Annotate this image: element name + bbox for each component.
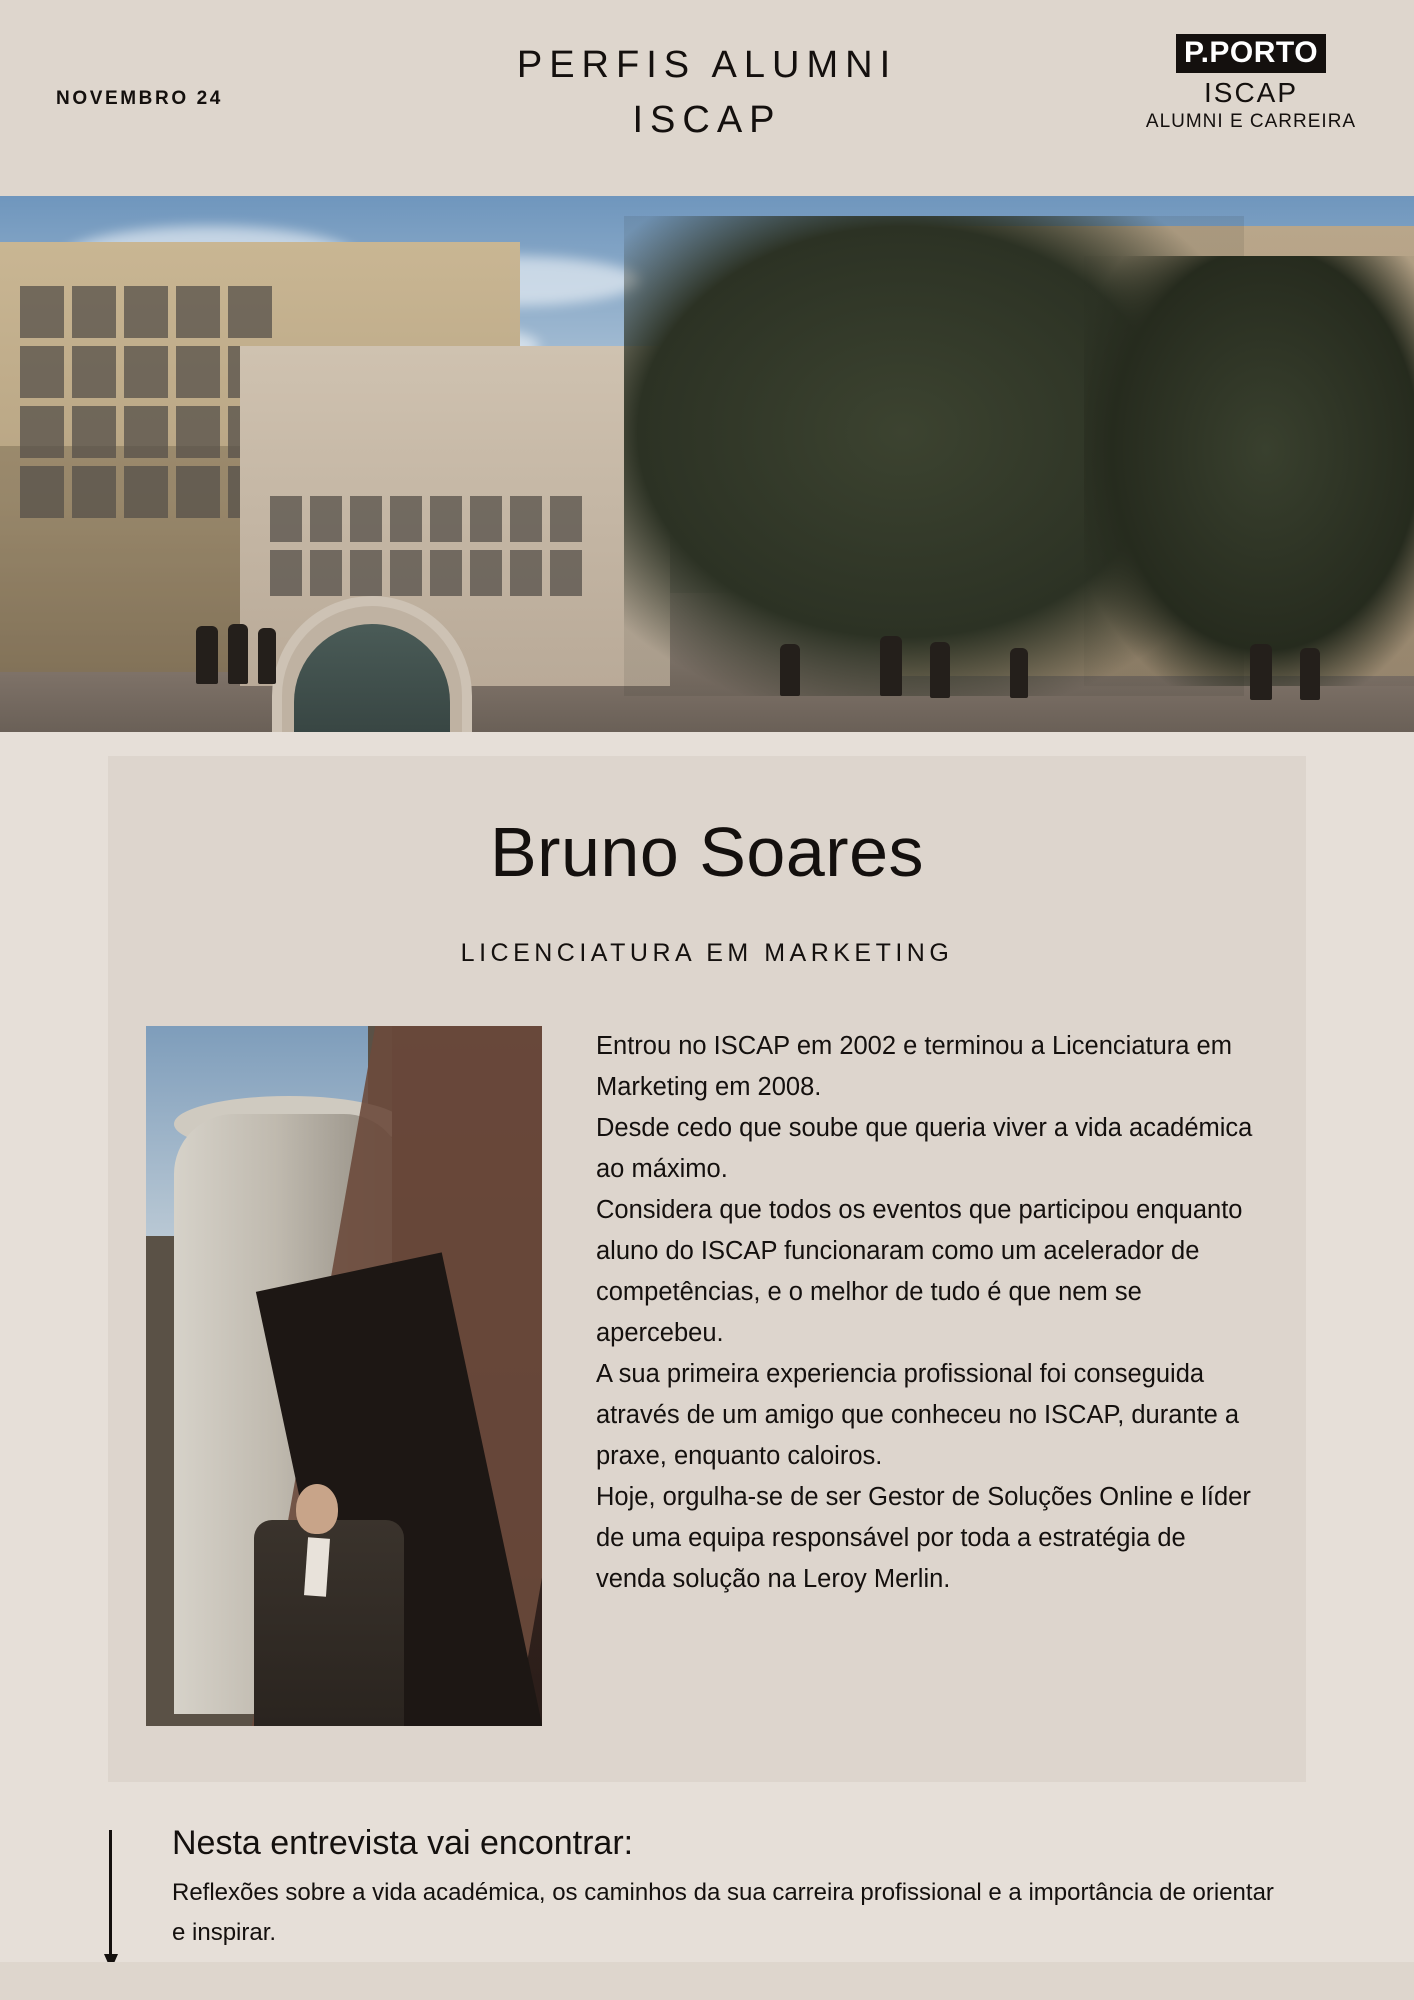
profile-row xyxy=(108,1026,1306,1726)
hero-person xyxy=(880,636,902,696)
alumni-degree: LICENCIATURA EM MARKETING xyxy=(460,938,954,967)
alumni-portrait-image xyxy=(146,1026,542,1726)
hero-tree-secondary xyxy=(1084,256,1414,686)
logo-pporto-badge: P.PORTO xyxy=(1176,34,1326,73)
alumni-name: Bruno Soares xyxy=(489,813,925,891)
bio-paragraph: A sua primeira experiencia profissional foi conseguida através de um amigo que conheceu no ISCAP, durante a praxe, enquanto caloiros. xyxy=(596,1359,1240,1470)
hero-person xyxy=(930,642,950,698)
interview-teaser-text: Reflexões sobre a vida académica, os caminhos da sua carreira profissional e a importância de orientar e inspirar. xyxy=(172,1879,1274,1946)
hero-windows-left xyxy=(20,286,272,518)
bio-paragraph: Desde cedo que soube que queria viver a vida académica ao máximo. xyxy=(596,1113,1253,1183)
down-arrow-icon xyxy=(104,1830,130,1953)
issue-date: NOVEMBRO 24 xyxy=(56,88,223,109)
hero-person xyxy=(1010,648,1028,698)
hero-person xyxy=(258,628,276,684)
logo-iscap-label: ISCAP xyxy=(1203,77,1299,108)
bio-paragraph: Hoje, orgulha-se de ser Gestor de Soluções Online e líder de uma equipa responsável por toda a estratégia de venda solução na Leroy Merlin. xyxy=(596,1482,1251,1593)
page-content xyxy=(0,732,1414,2000)
alumni-bio xyxy=(542,1026,1276,1726)
bio-paragraph: Considera que todos os eventos que participou enquanto aluno do ISCAP funcionaram como um acelerador de competências, e o melhor de tudo é que nem se apercebeu. xyxy=(596,1195,1243,1347)
hero-person xyxy=(1250,644,1272,700)
portrait-person-head xyxy=(296,1484,338,1534)
profile-panel xyxy=(108,756,1306,1782)
page-title-line1: PERFIS ALUMNI xyxy=(516,44,898,86)
page-header xyxy=(0,0,1414,196)
interview-teaser-title: Nesta entrevista vai encontrar: xyxy=(172,1824,634,1862)
portrait-person-shirt xyxy=(304,1537,330,1596)
bio-paragraph: Entrou no ISCAP em 2002 e terminou a Licenciatura em Marketing em 2008. xyxy=(596,1031,1232,1101)
institution-logo xyxy=(1136,34,1366,133)
hero-windows-center xyxy=(270,496,582,596)
footer-strip xyxy=(0,1962,1414,2000)
interview-teaser xyxy=(104,1824,1284,1953)
campus-hero-image xyxy=(0,196,1414,732)
hero-person xyxy=(228,624,248,684)
logo-alumni-label: ALUMNI E CARREIRA xyxy=(1145,111,1357,133)
hero-person xyxy=(196,626,218,684)
page-title-line2: ISCAP xyxy=(632,99,782,142)
interview-teaser-body xyxy=(130,1824,1284,1953)
hero-person xyxy=(780,644,800,696)
hero-person xyxy=(1300,648,1320,700)
